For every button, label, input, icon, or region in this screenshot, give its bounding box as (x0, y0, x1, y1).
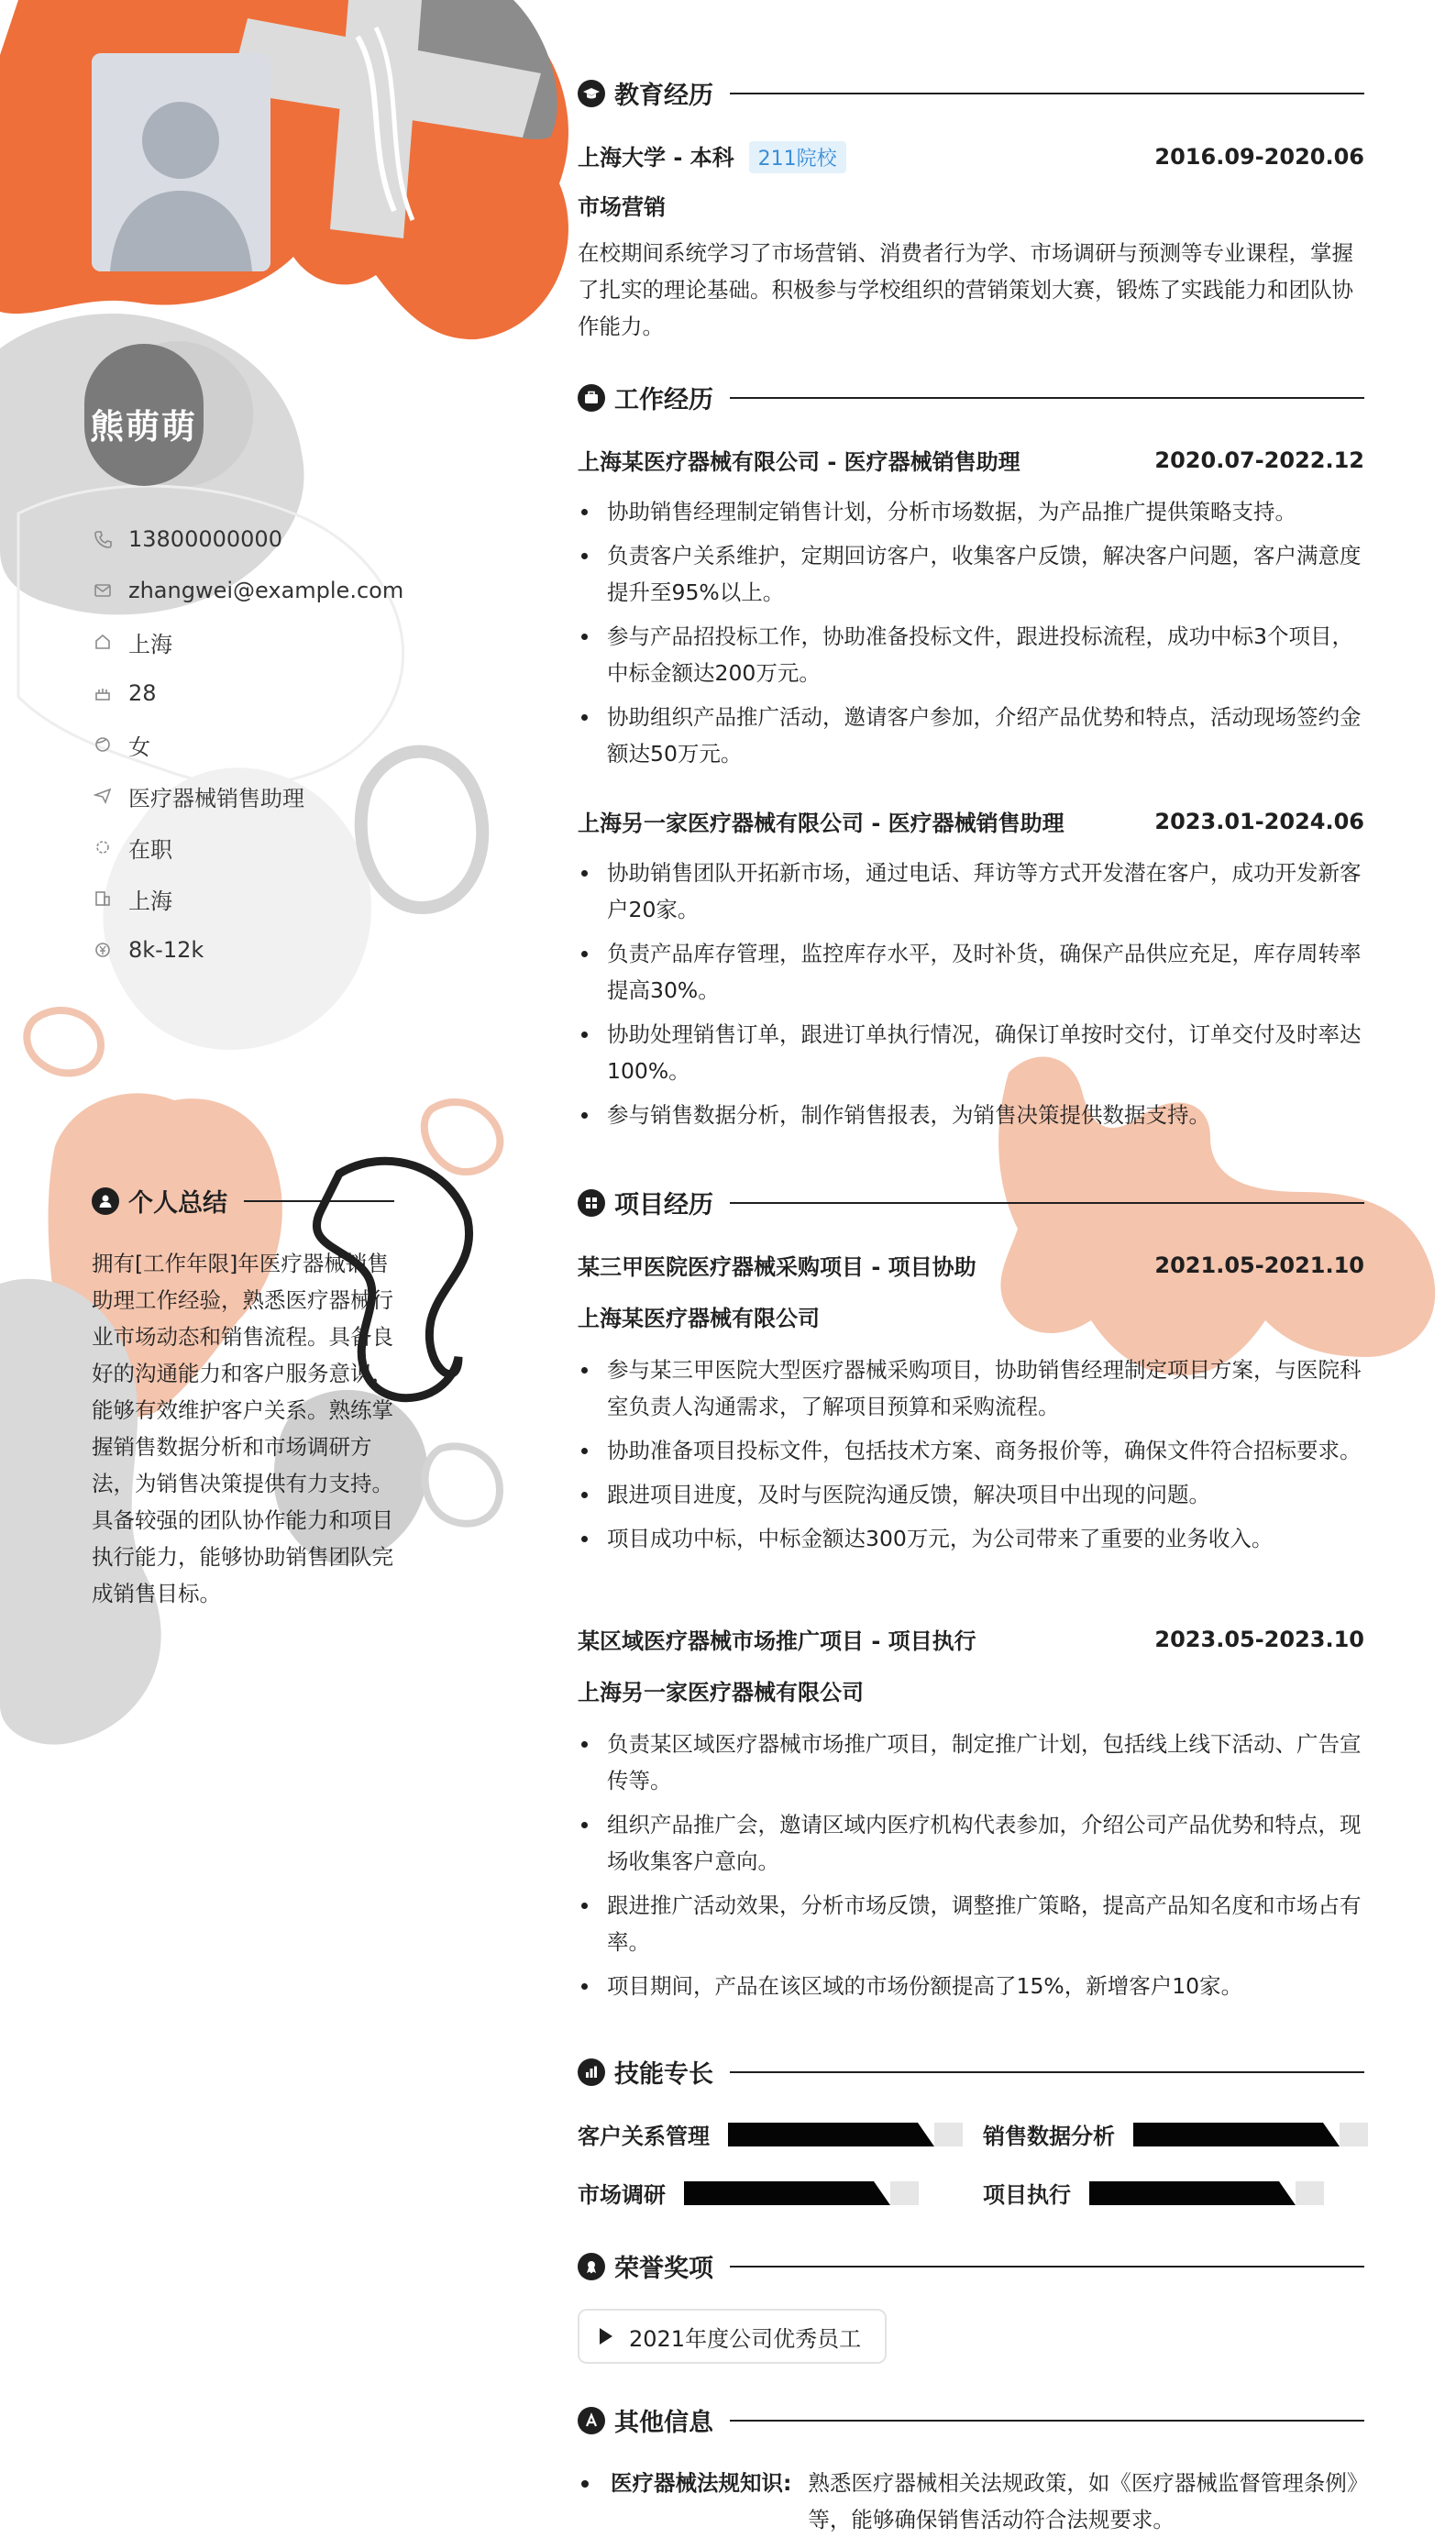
honor-text: 2021年度公司优秀员工 (629, 2325, 862, 2352)
other-label: 医疗器械法规知识: (611, 2470, 792, 2496)
candidate-name: 熊萌萌 (90, 407, 197, 447)
skill-item (578, 2177, 919, 2209)
home-icon (92, 631, 114, 653)
section-title: 其他信息 (614, 2409, 713, 2437)
summary-heading (92, 1183, 394, 1219)
section-divider (730, 2071, 1364, 2073)
project-header-row (578, 1249, 1364, 1281)
job-bullets (578, 493, 1364, 779)
letter-a-icon (578, 2407, 605, 2434)
list-item: 协助组织产品推广活动，邀请客户参加，介绍产品优势和特点，活动现场签约金额达50万元。 (578, 699, 1364, 772)
education-major: 市场营销 (578, 194, 666, 220)
section-divider (730, 2266, 1364, 2268)
section-divider (244, 1200, 394, 1202)
job-header: 上海另一家医疗器械有限公司 - 医疗器械销售助理 (578, 811, 1064, 836)
person-icon (92, 1187, 119, 1215)
list-item: 参与产品招投标工作，协助准备投标文件，跟进投标流程，成功中标3个项目，中标金额达200万元。 (578, 618, 1364, 691)
project-bullets (578, 1726, 1364, 2012)
education-heading (578, 75, 1364, 111)
play-triangle-icon (600, 2328, 612, 2345)
cake-icon (92, 682, 114, 704)
education-school-wrap (578, 139, 846, 173)
honor-chip (578, 2309, 887, 2364)
job-header: 上海某医疗器械有限公司 - 医疗器械销售助理 (578, 449, 1020, 475)
education-date: 2016.09-2020.06 (1154, 143, 1364, 170)
project-header-row (578, 1623, 1364, 1655)
list-item: 负责某区域医疗器械市场推广项目，制定推广计划，包括线上线下活动、广告宣传等。 (578, 1726, 1364, 1799)
skill-name: 客户关系管理 (578, 2124, 710, 2149)
list-item: 参与某三甲医院大型医疗器械采购项目，协助销售经理制定项目方案，与医院科室负责人沟通需求，了解项目预算和采购流程。 (578, 1352, 1364, 1425)
school-tag-badge: 211院校 (749, 141, 846, 173)
project-header: 某区域医疗器械市场推广项目 - 项目执行 (578, 1628, 976, 1654)
list-item: 协助处理销售订单，跟进订单执行情况，确保订单按时交付，订单交付及时率达100%。 (578, 1016, 1364, 1089)
skill-level-fill (684, 2181, 890, 2205)
skill-level-fill (1089, 2181, 1296, 2205)
list-item: 组织产品推广会，邀请区域内医疗机构代表参加，介绍公司产品优势和特点，现场收集客户意向。 (578, 1806, 1364, 1880)
job-header-row (578, 444, 1364, 476)
send-icon (92, 785, 114, 807)
contact-value: 28 (128, 680, 157, 706)
skill-name: 销售数据分析 (983, 2124, 1115, 2149)
job-date: 2020.07-2022.12 (1154, 447, 1364, 473)
section-title: 工作经历 (614, 386, 713, 414)
other-text: 熟悉医疗器械相关法规政策，如《医疗器械监督管理条例》等，能够确保销售活动符合法规要求。 (808, 2470, 1358, 2532)
skill-bar-notch (1279, 2181, 1296, 2205)
skill-level-fill (728, 2123, 934, 2146)
project-company: 上海另一家医疗器械有限公司 (578, 1680, 864, 1705)
list-item: 协助销售团队开拓新市场，通过电话、拜访等方式开发潜在客户，成功开发新客户20家。 (578, 855, 1364, 928)
project-date: 2021.05-2021.10 (1154, 1252, 1364, 1278)
contact-email (92, 565, 403, 616)
project-bullets (578, 1352, 1364, 1564)
contact-value: zhangwei@example.com (128, 578, 404, 603)
skill-bar-notch (918, 2123, 934, 2146)
contact-position (92, 770, 403, 822)
list-item: 协助销售经理制定销售计划，分析市场数据，为产品推广提供策略支持。 (578, 493, 1364, 530)
contact-gender (92, 719, 403, 770)
contact-salary (92, 924, 403, 976)
list-item: 协助准备项目投标文件，包括技术方案、商务报价等，确保文件符合招标要求。 (578, 1432, 1364, 1469)
contact-value: 8k-12k (128, 937, 204, 963)
project-company: 上海某医疗器械有限公司 (578, 1306, 820, 1331)
work-heading (578, 380, 1364, 415)
skill-item (983, 2177, 1324, 2209)
gender-icon (92, 734, 114, 756)
briefcase-icon (578, 384, 605, 412)
skill-bar-notch (1323, 2123, 1340, 2146)
section-title: 荣誉奖项 (614, 2255, 713, 2283)
list-item: 项目期间，产品在该区域的市场份额提高了15%，新增客户10家。 (578, 1968, 1364, 2004)
list-item: 负责产品库存管理，监控库存水平，及时补货，确保产品供应充足，库存周转率提高30%。 (578, 935, 1364, 1009)
other-heading (578, 2402, 1364, 2438)
section-title: 个人总结 (128, 1189, 227, 1218)
skill-bar-notch (874, 2181, 890, 2205)
education-school: 上海大学 - 本科 (578, 145, 734, 171)
section-title: 技能专长 (614, 2060, 713, 2089)
contact-age (92, 668, 403, 719)
skills-heading (578, 2054, 1364, 2090)
bullet-dot (581, 2480, 589, 2488)
other-item (578, 2465, 1364, 2538)
section-divider (730, 2420, 1364, 2422)
job-date: 2023.01-2024.06 (1154, 808, 1364, 834)
projects-heading (578, 1185, 1364, 1220)
contact-phone (92, 513, 403, 565)
skill-name: 市场调研 (578, 2182, 666, 2208)
contact-value: 女 (128, 734, 150, 760)
section-title: 项目经历 (614, 1191, 713, 1219)
graduation-cap-icon (578, 80, 605, 107)
job-bullets (578, 855, 1364, 1141)
contact-city (92, 873, 403, 924)
contact-value: 上海 (128, 888, 172, 914)
skill-item (578, 2118, 963, 2150)
skill-level-bar (1133, 2123, 1368, 2146)
contact-value: 13800000000 (128, 526, 282, 552)
section-divider (730, 397, 1364, 399)
contact-location (92, 616, 403, 668)
project-header: 某三甲医院医疗器械采购项目 - 项目协助 (578, 1254, 976, 1280)
education-row (578, 139, 1364, 173)
mail-icon (92, 579, 114, 601)
avatar-placeholder-icon (92, 53, 270, 271)
list-item: 跟进项目进度，及时与医院沟通反馈，解决项目中出现的问题。 (578, 1476, 1364, 1513)
status-icon (92, 836, 114, 858)
list-item: 项目成功中标，中标金额达300万元，为公司带来了重要的业务收入。 (578, 1520, 1364, 1557)
job-header-row (578, 805, 1364, 837)
section-divider (730, 1202, 1364, 1204)
skill-level-bar (1089, 2181, 1324, 2205)
project-date: 2023.05-2023.10 (1154, 1626, 1364, 1652)
education-description: 在校期间系统学习了市场营销、消费者行为学、市场调研与预测等专业课程，掌握了扎实的理论基础。积极参与学校组织的营销策划大赛，锻炼了实践能力和团队协作能力。 (578, 240, 1353, 339)
contact-list (92, 513, 403, 976)
phone-icon (92, 528, 114, 550)
medal-icon (578, 2253, 605, 2280)
list-item: 负责客户关系维护，定期回访客户，收集客户反馈，解决客户问题，客户满意度提升至95%以上。 (578, 537, 1364, 611)
contact-status (92, 822, 403, 873)
salary-icon (92, 939, 114, 961)
list-item: 跟进推广活动效果，分析市场反馈，调整推广策略，提高产品知名度和市场占有率。 (578, 1887, 1364, 1960)
section-title: 教育经历 (614, 82, 713, 110)
skill-item (983, 2118, 1368, 2150)
section-divider (730, 93, 1364, 94)
building-icon (92, 888, 114, 910)
skill-level-bar (728, 2123, 963, 2146)
profile-photo (92, 53, 270, 271)
skill-level-bar (684, 2181, 919, 2205)
list-item: 参与销售数据分析，制作销售报表，为销售决策提供数据支持。 (578, 1097, 1364, 1133)
contact-value: 医疗器械销售助理 (128, 785, 304, 811)
summary-text: 拥有[工作年限]年医疗器械销售助理工作经验，熟悉医疗器械行业市场动态和销售流程。具备良好的沟通能力和客户服务意识，能够有效维护客户关系。熟练掌握销售数据分析和市场调研方法，为销售决策提供有力支持。具备较强的团队协作能力和项目执行能力，能够协助销售团队完成销售目标。 (92, 1251, 393, 1606)
chart-icon (578, 2058, 605, 2086)
contact-value: 在职 (128, 836, 172, 863)
skill-level-fill (1133, 2123, 1340, 2146)
grid-icon (578, 1189, 605, 1217)
contact-value: 上海 (128, 631, 172, 657)
skill-name: 项目执行 (983, 2182, 1071, 2208)
honors-heading (578, 2248, 1364, 2284)
